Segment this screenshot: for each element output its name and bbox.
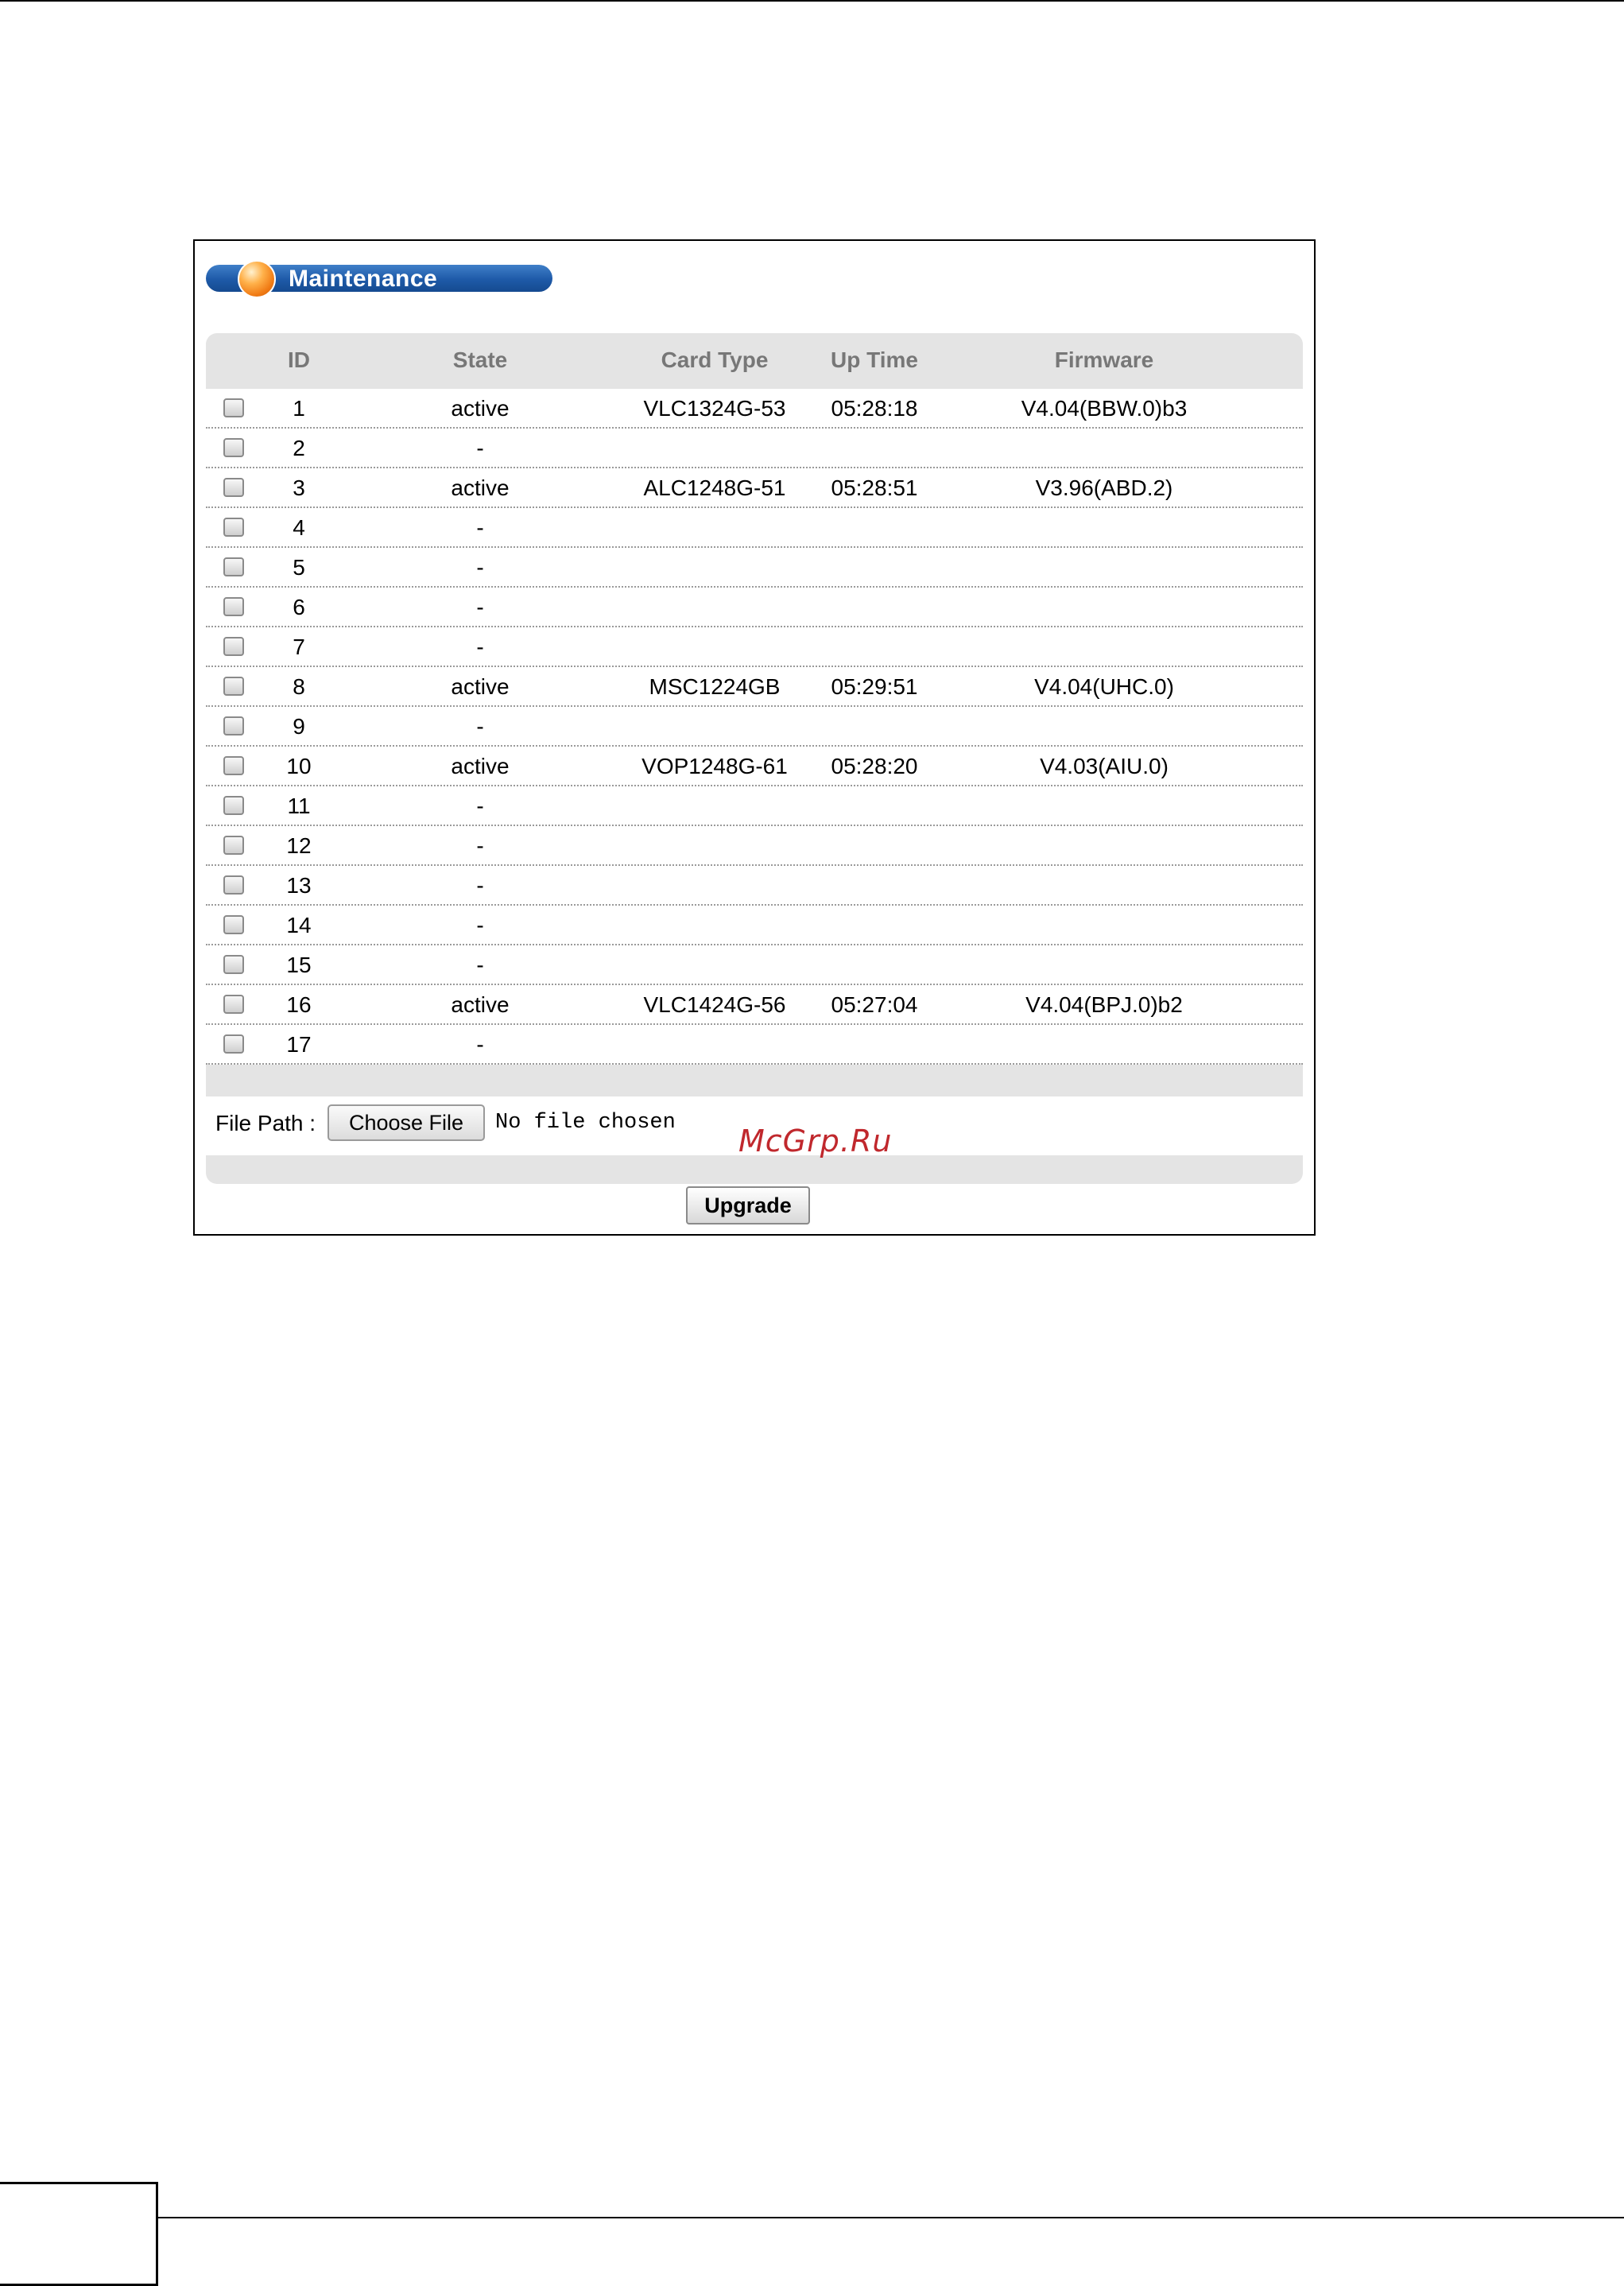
cell-id: 5	[293, 555, 305, 580]
panel-title-bar	[206, 265, 552, 292]
table-row	[206, 747, 1303, 786]
cell-up-time: 05:27:04	[831, 992, 918, 1017]
cell-up-time: 05:28:51	[831, 475, 918, 500]
row-checkbox[interactable]	[223, 677, 244, 696]
row-checkbox[interactable]	[223, 875, 244, 895]
cell-card-type: ALC1248G-51	[643, 475, 786, 500]
cell-id: 16	[286, 992, 312, 1017]
cell-id: 1	[293, 396, 305, 421]
table-row	[206, 389, 1303, 429]
cell-id: 8	[293, 674, 305, 699]
cell-state: active	[451, 475, 510, 500]
cell-state: -	[476, 833, 484, 858]
table-row	[206, 588, 1303, 627]
table-row	[206, 707, 1303, 747]
cell-state: -	[476, 436, 484, 460]
cell-state: active	[451, 992, 510, 1017]
row-checkbox[interactable]	[223, 955, 244, 974]
column-header-id: ID	[288, 347, 310, 372]
row-checkbox[interactable]	[223, 478, 244, 497]
column-header-firmware: Firmware	[1054, 347, 1154, 372]
row-checkbox[interactable]	[223, 915, 244, 934]
cell-id: 4	[293, 515, 305, 540]
cell-firmware: V4.04(BBW.0)b3	[1021, 396, 1188, 421]
row-checkbox[interactable]	[223, 518, 244, 537]
cell-state: active	[451, 396, 510, 421]
page-top-rule	[0, 0, 1624, 2]
column-header-card-type: Card Type	[661, 347, 769, 372]
card-table-body	[206, 389, 1303, 1065]
cell-id: 17	[286, 1032, 312, 1057]
cell-state: -	[476, 953, 484, 977]
cell-id: 10	[286, 754, 312, 778]
maintenance-screenshot	[193, 239, 1316, 1236]
cell-firmware: V4.03(AIU.0)	[1040, 754, 1169, 778]
cell-id: 15	[286, 953, 312, 977]
row-checkbox[interactable]	[223, 557, 244, 576]
table-row	[206, 985, 1303, 1025]
panel-title: Maintenance	[289, 266, 438, 292]
table-row	[206, 429, 1303, 468]
table-row	[206, 548, 1303, 588]
cell-firmware: V4.04(BPJ.0)b2	[1025, 992, 1183, 1017]
table-row	[206, 468, 1303, 508]
table-row	[206, 667, 1303, 707]
cell-firmware: V4.04(UHC.0)	[1034, 674, 1174, 699]
cell-id: 9	[293, 714, 305, 739]
cell-id: 2	[293, 436, 305, 460]
cell-state: -	[476, 1032, 484, 1057]
row-checkbox[interactable]	[223, 836, 244, 855]
cell-id: 3	[293, 475, 305, 500]
row-checkbox[interactable]	[223, 1034, 244, 1054]
upgrade-button[interactable]: Upgrade	[686, 1186, 810, 1225]
row-checkbox[interactable]	[223, 716, 244, 735]
cell-id: 6	[293, 595, 305, 619]
cell-card-type: VLC1324G-53	[643, 396, 786, 421]
file-status-text: No file chosen	[495, 1111, 676, 1135]
cell-state: active	[451, 754, 510, 778]
cell-state: -	[476, 913, 484, 937]
cell-state: -	[476, 873, 484, 898]
cell-card-type: VLC1424G-56	[643, 992, 786, 1017]
row-checkbox[interactable]	[223, 995, 244, 1014]
footer-rule	[158, 2217, 1624, 2218]
file-path-label: File Path :	[215, 1111, 316, 1135]
cell-up-time: 05:28:20	[831, 754, 918, 778]
table-row	[206, 866, 1303, 906]
table-row	[206, 945, 1303, 985]
orange-orb-icon	[238, 260, 276, 298]
cell-firmware: V3.96(ABD.2)	[1035, 475, 1173, 500]
cell-id: 12	[286, 833, 312, 858]
row-checkbox[interactable]	[223, 438, 244, 457]
table-row	[206, 906, 1303, 945]
maintenance-panel	[206, 333, 1303, 1184]
cell-state: active	[451, 674, 510, 699]
table-header	[206, 333, 1303, 389]
row-checkbox[interactable]	[223, 597, 244, 616]
choose-file-button[interactable]: Choose File	[328, 1104, 485, 1141]
table-row	[206, 786, 1303, 826]
cell-up-time: 05:29:51	[831, 674, 918, 699]
row-checkbox[interactable]	[223, 637, 244, 656]
row-checkbox[interactable]	[223, 796, 244, 815]
cell-id: 14	[286, 913, 312, 937]
cell-state: -	[476, 595, 484, 619]
cell-state: -	[476, 515, 484, 540]
cell-id: 7	[293, 635, 305, 659]
cell-up-time: 05:28:18	[831, 396, 918, 421]
watermark: McGrp.Ru	[738, 1124, 893, 1159]
column-header-state: State	[452, 347, 508, 372]
cell-card-type: VOP1248G-61	[641, 754, 788, 778]
cell-state: -	[476, 794, 484, 818]
table-row	[206, 627, 1303, 667]
cell-id: 11	[287, 794, 311, 818]
cell-state: -	[476, 714, 484, 739]
cell-card-type: MSC1224GB	[649, 674, 781, 699]
cell-state: -	[476, 635, 484, 659]
table-row	[206, 1025, 1303, 1065]
table-row	[206, 826, 1303, 866]
row-checkbox[interactable]	[223, 756, 244, 775]
column-header-up-time: Up Time	[831, 347, 918, 372]
cell-state: -	[476, 555, 484, 580]
page-number-box	[0, 2182, 158, 2286]
table-row	[206, 508, 1303, 548]
row-checkbox[interactable]	[223, 398, 244, 417]
cell-id: 13	[286, 873, 312, 898]
